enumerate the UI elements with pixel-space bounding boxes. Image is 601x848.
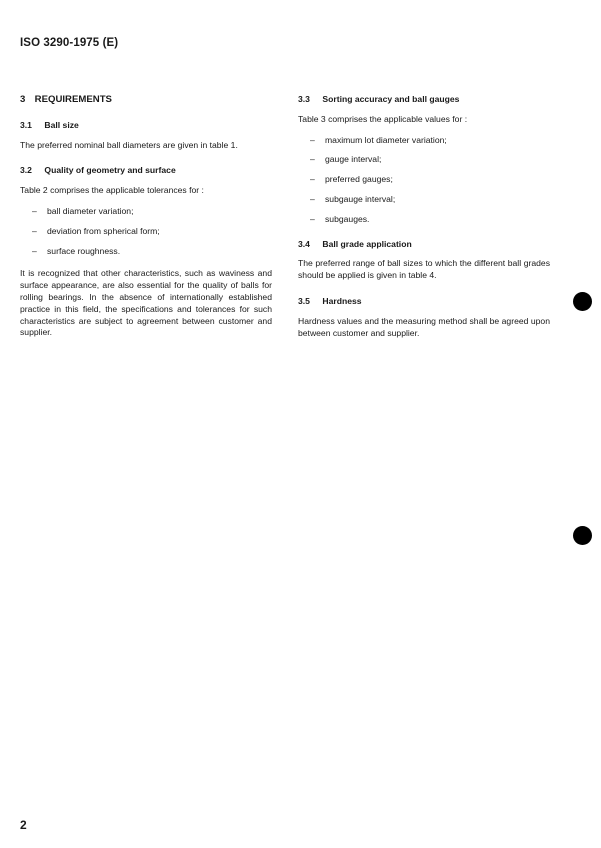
left-column xyxy=(20,94,272,351)
sorting-values-list xyxy=(298,135,550,226)
subsection-heading-ball-grade xyxy=(298,239,550,251)
document-id-header: ISO 3290-1975 (E) xyxy=(20,37,119,49)
subsection-title: Ball size xyxy=(44,119,79,130)
subsection-heading-geometry-surface xyxy=(20,165,272,177)
list-item xyxy=(298,174,550,186)
punch-hole-mark xyxy=(573,292,592,311)
subsection-heading-hardness xyxy=(298,296,550,308)
list-item xyxy=(298,154,550,166)
subsection-title: Sorting accuracy and ball gauges xyxy=(322,94,460,104)
dash-bullet: – xyxy=(310,134,315,145)
dash-bullet: – xyxy=(32,205,37,216)
dash-bullet: – xyxy=(310,193,315,204)
dash-bullet: – xyxy=(310,154,315,165)
geometry-intro-paragraph: Table 2 comprises the applicable tolerances for : xyxy=(20,185,204,196)
section-title: REQUIREMENTS xyxy=(34,94,112,105)
dash-bullet: – xyxy=(310,174,315,185)
section-number: 3 xyxy=(20,94,26,105)
list-item-text: deviation from spherical form; xyxy=(47,225,160,236)
page-number: 2 xyxy=(20,818,27,832)
list-item-text: ball diameter variation; xyxy=(47,205,134,216)
subsection-title: Ball grade application xyxy=(322,238,412,249)
list-item-text: maximum lot diameter variation; xyxy=(325,134,447,145)
list-item-text: gauge interval; xyxy=(325,154,382,165)
list-item-text: surface roughness. xyxy=(47,245,121,256)
dash-bullet: – xyxy=(310,213,315,224)
subsection-number: 3.2 xyxy=(20,165,32,176)
list-item-text: preferred gauges; xyxy=(325,174,393,185)
ball-grade-paragraph: The preferred range of ball sizes to which the different ball grades should be applied is given in table 4. xyxy=(298,258,550,281)
geometry-body-paragraph: It is recognized that other characteristics, such as waviness and surface appearance, are also essential for the quality of balls for rolling bearings. In the absence of internationally established practice in this field, the specifications and tolerances for such characteristics are subject to agreement between customer and supplier. xyxy=(20,268,272,338)
subsection-heading-ball-size xyxy=(20,120,272,132)
dash-bullet: – xyxy=(32,245,37,256)
list-item xyxy=(298,194,550,206)
subsection-title: Quality of geometry and surface xyxy=(44,165,176,176)
right-column xyxy=(298,94,550,351)
tolerances-list xyxy=(20,206,272,257)
dash-bullet: – xyxy=(32,225,37,236)
list-item-text: subgauges. xyxy=(325,213,370,224)
subsection-title: Hardness xyxy=(322,295,362,306)
list-item xyxy=(20,206,272,218)
punch-hole-mark xyxy=(573,526,592,545)
list-item-text: subgauge interval; xyxy=(325,193,396,204)
ball-size-paragraph: The preferred nominal ball diameters are given in table 1. xyxy=(20,139,238,150)
list-item xyxy=(20,246,272,258)
subsection-number: 3.5 xyxy=(298,295,310,306)
subsection-heading-sorting-accuracy xyxy=(298,94,550,106)
sorting-intro-paragraph: Table 3 comprises the applicable values for : xyxy=(298,113,468,124)
list-item xyxy=(298,214,550,226)
subsection-number: 3.1 xyxy=(20,119,32,130)
section-heading-requirements xyxy=(20,94,272,106)
hardness-paragraph: Hardness values and the measuring method shall be agreed upon between customer and supplier. xyxy=(298,315,550,338)
list-item xyxy=(20,226,272,238)
subsection-number: 3.3 xyxy=(298,94,310,104)
list-item xyxy=(298,135,550,147)
subsection-number: 3.4 xyxy=(298,238,310,249)
